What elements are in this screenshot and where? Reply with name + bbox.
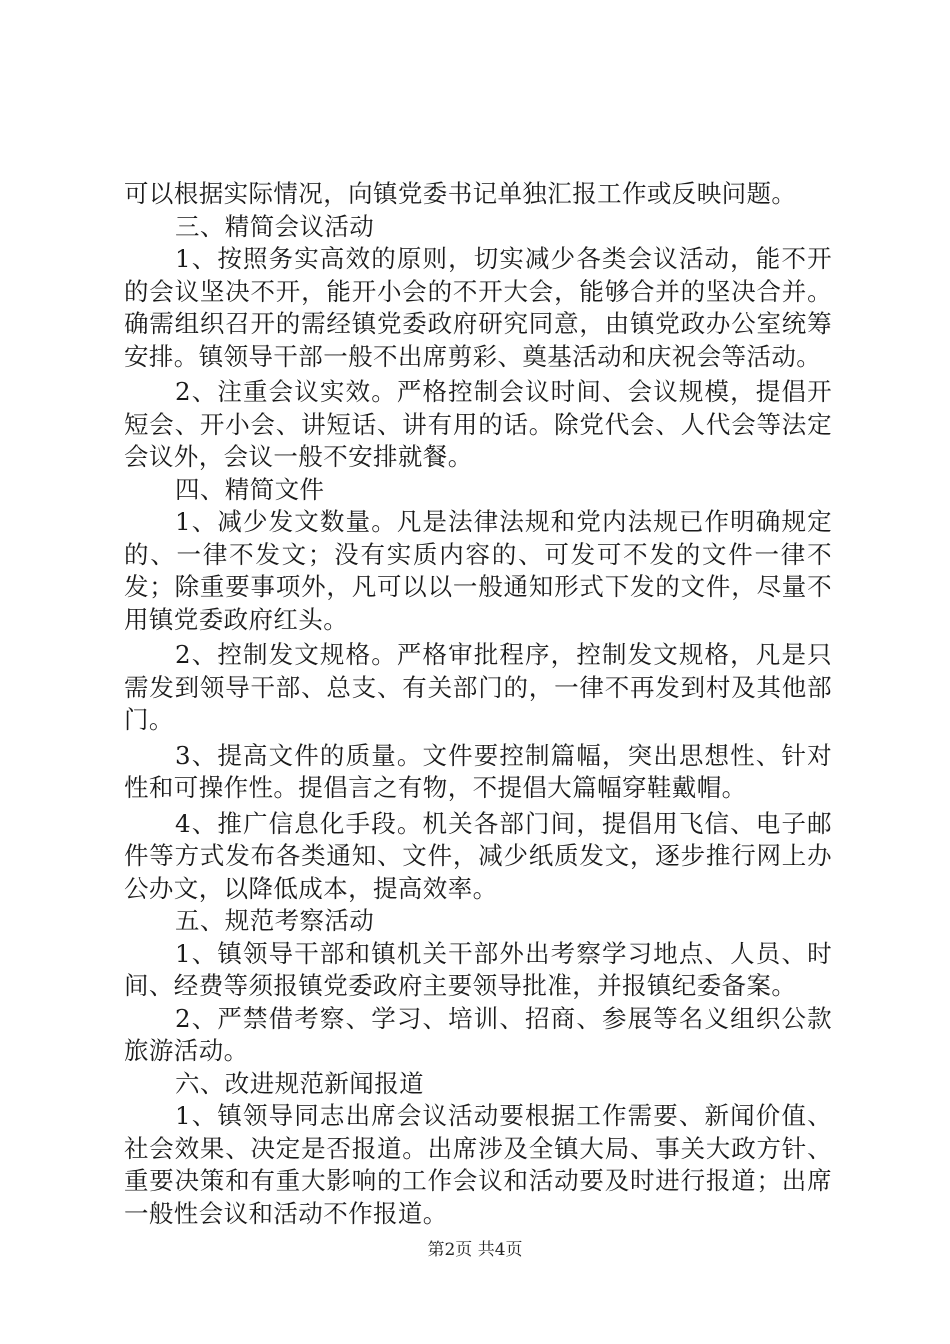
paragraph: 可以根据实际情况，向镇党委书记单独汇报工作或反映问题。	[124, 179, 797, 208]
section-heading: 三、精简会议活动	[175, 211, 375, 241]
paragraph: 2、控制发文规格。严格审批程序，控制发文规格，凡是只需发到领导干部、总支、有关部门的，一律不再发到村及其他部门。	[124, 640, 832, 734]
paragraph: 2、注重会议实效。严格控制会议时间、会议规模，提倡开短会、开小会、讲短话、讲有用的话。除党代会、人代会等法定会议外，会议一般不安排就餐。	[124, 377, 832, 471]
paragraph: 1、镇领导同志出席会议活动要根据工作需要、新闻价值、社会效果、决定是否报道。出席涉及全镇大局、事关大政方针、重要决策和有重大影响的工作会议和活动要及时进行报道；出席一般性会议和活动不作报道。	[124, 1101, 832, 1228]
paragraph: 4、推广信息化手段。机关各部门间，提倡用飞信、电子邮件等方式发布各类通知、文件，减少纸质发文，逐步推行网上办公办文，以降低成本，提高效率。	[124, 808, 832, 903]
section-heading: 五、规范考察活动	[175, 906, 375, 935]
page-number-footer: 第2页 共4页	[427, 1240, 523, 1260]
section-heading: 六、改进规范新闻报道	[175, 1068, 424, 1098]
paragraph: 1、镇领导干部和镇机关干部外出考察学习地点、人员、时间、经费等须报镇党委政府主要领导批准，并报镇纪委备案。	[124, 938, 832, 1000]
document-body	[124, 178, 832, 1230]
paragraph: 1、减少发文数量。凡是法律法规和党内法规已作明确规定的、一律不发文；没有实质内容的、可发可不发的文件一律不发；除重要事项外，凡可以以一般通知形式下发的文件，尽量不用镇党委政府红头。	[124, 507, 832, 634]
section-heading: 四、精简文件	[175, 474, 325, 504]
paragraph: 1、按照务实高效的原则，切实减少各类会议活动，能不开的会议坚决不开，能开小会的不开大会，能够合并的坚决合并。确需组织召开的需经镇党委政府研究同意，由镇党政办公室统筹安排。镇领导干部一般不出席剪彩、奠基活动和庆祝会等活动。	[124, 244, 832, 371]
paragraph: 3、提高文件的质量。文件要控制篇幅，突出思想性、针对性和可操作性。提倡言之有物，不提倡大篇幅穿鞋戴帽。	[124, 740, 832, 802]
paragraph: 2、严禁借考察、学习、培训、招商、参展等名义组织公款旅游活动。	[124, 1003, 832, 1065]
